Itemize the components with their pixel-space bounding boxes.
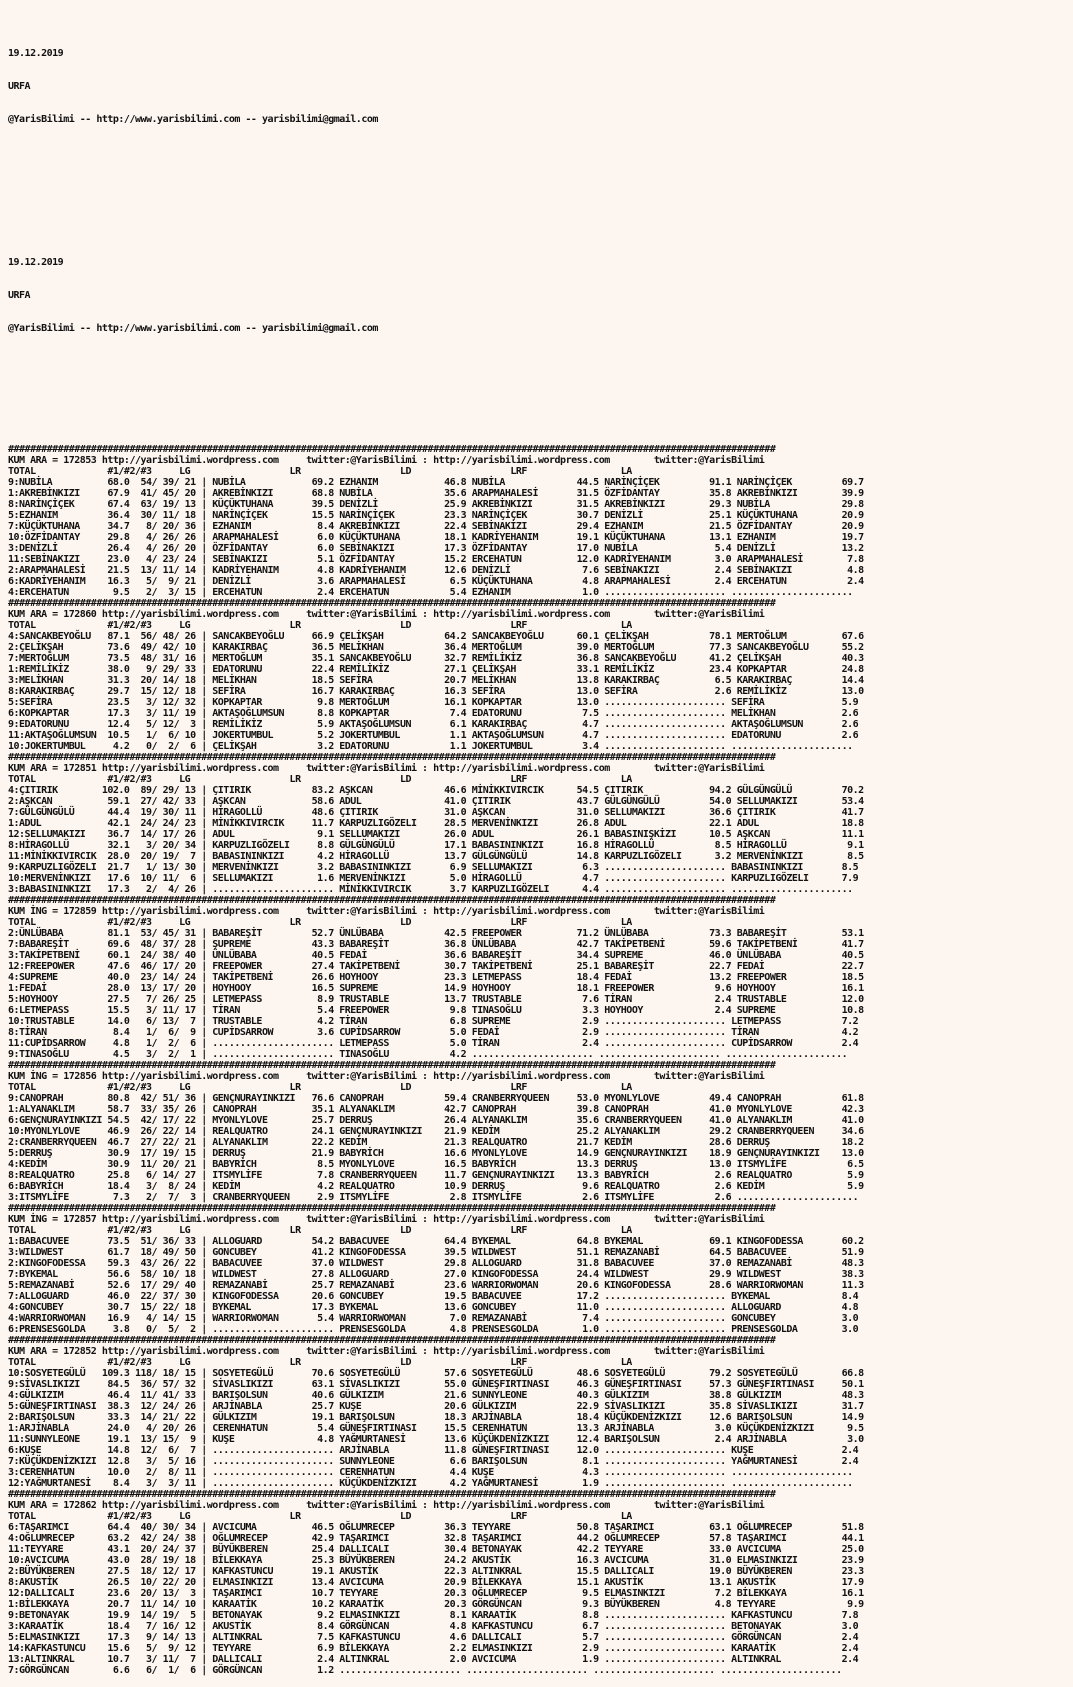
- race-row: 2:BARIŞOLSUN 33.3 14/ 21/ 22 | GÜLKIZIM 19.1 BARIŞOLSUN 18.3 ARJİNABLA 18.4 KÜÇÜKDENİZKIZI 12.6 BARIŞOLSUN 14.9: [8, 1412, 864, 1423]
- race-title: KUM İNG = 172856 http://yarisbilimi.wordpress.com twitter:@YarisBilimi : http://yarisbilimi.wordpress.com twitter:@YarisBilimi: [8, 1071, 765, 1082]
- race-row: 8:NARİNÇİÇEK 67.4 63/ 19/ 13 | KÜÇÜKTUHANA 39.5 DENİZLİ 25.9 AKREBİNKIZI 31.5 AKREBİNKIZI 29.3 NUBİLA 29.8: [8, 499, 864, 510]
- race-row: 10:AVCICUMA 43.0 28/ 19/ 18 | BİLEKKAYA 25.3 BÜYÜKBEREN 24.2 AKUSTİK 16.3 AVCICUMA 31.0 ELMASINKIZI 23.9: [8, 1555, 864, 1566]
- race-row: 1:BİLEKKAYA 20.7 11/ 14/ 10 | KARAATİK 10.2 KARAATİK 20.3 GÖRGÜNCAN 9.3 BÜYÜKBEREN 4.8 TEYYARE 9.9: [8, 1599, 864, 1610]
- race-row: 2:AŞKCAN 59.1 27/ 42/ 33 | AŞKCAN 58.6 ADUL 41.0 ÇITIRIK 43.7 GÜLGÜNGÜLÜ 54.0 SELLUMAKIZI 53.4: [8, 796, 864, 807]
- race-row: 4:KEDİM 30.9 11/ 20/ 21 | BABYRİCH 8.5 MYONLYLOVE 16.5 BABYRİCH 13.3 DERRUŞ 13.0 ITSMYLİFE 6.5: [8, 1159, 864, 1170]
- race-row: 3:DENİZLİ 26.4 4/ 26/ 20 | ÖZFİDANTAY 6.0 SEBİNAKIZI 17.3 ÖZFİDANTAY 17.0 NUBİLA 5.4 DENİZLİ 13.2: [8, 543, 864, 554]
- race-row: 5:DERRUŞ 30.9 17/ 19/ 15 | DERRUŞ 21.9 BABYRİCH 16.6 MYONLYLOVE 14.9 GENÇNURAYINKIZI 18.9 GENÇNURAYINKIZI 13.0: [8, 1148, 864, 1159]
- race-row: 11:MİNİKKIVIRCIK 28.0 20/ 19/ 7 | BABASININKIZI 4.2 HİRAGOLLÜ 13.7 GÜLGÜNGÜLÜ 14.8 KARPUZLIGÖZELI 3.2 MERVENİNKIZI 8.5: [8, 851, 864, 862]
- page-header: [8, 26, 1070, 147]
- race-block: [8, 1500, 1070, 1676]
- race-row: 7:KÜÇÜKDENİZKIZI 12.8 3/ 5/ 16 | ...................... SUNNYLEONE 6.6 BARIŞOLSUN 8.1 ...................... YAĞMURTANESİ 2.4: [8, 1456, 859, 1467]
- race-row: 6:KUŞE 14.8 12/ 6/ 7 | ...................... ARJİNABLA 11.8 GÜNEŞFIRTINASI 12.0 ...................... KUŞE 2.4: [8, 1445, 859, 1456]
- race-row: 6:BABYRİCH 18.4 3/ 8/ 24 | KEDİM 4.2 REALQUATRO 10.9 DERRUŞ 9.6 REALQUATRO 2.6 KEDİM 5.9: [8, 1181, 864, 1192]
- race-row: 8:REALQUATRO 25.8 6/ 14/ 27 | ITSMYLİFE 7.8 CRANBERRYQUEEN 11.7 GENÇNURAYINKIZI 13.3 BABYRİCH 2.6 REALQUATRO 5.9: [8, 1170, 864, 1181]
- race-row: 7:GÜLGÜNGÜLÜ 44.4 19/ 30/ 11 | HİRAGOLLÜ 48.6 ÇITIRIK 31.0 AŞKCAN 31.0 SELLUMAKIZI 36.6 ÇITIRIK 41.7: [8, 807, 864, 818]
- race-row: 11:SEBİNAKIZI 23.0 4/ 23/ 24 | SEBİNAKIZI 5.1 ÖZFİDANTAY 15.2 ERCEHATUN 12.0 KADRİYEHANIM 3.0 ARAPMAHALESİ 7.8: [8, 554, 864, 565]
- column-headers: TOTAL #1/#2/#3 LG LR LD LRF LA: [8, 466, 632, 477]
- header-contact: @YarisBilimi -- http://www.yarisbilimi.com -- yarisbilimi@gmail.com: [8, 323, 378, 334]
- column-headers: TOTAL #1/#2/#3 LG LR LD LRF LA: [8, 1357, 632, 1368]
- race-row: 11:AKTAŞOĞLUMSUN 10.5 1/ 6/ 10 | JOKERTUMBUL 5.2 JOKERTUMBUL 1.1 AKTAŞOĞLUMSUN 4.7 ...................... EDATORUNU 2.6: [8, 730, 859, 741]
- race-title: KUM İNG = 172857 http://yarisbilimi.wordpress.com twitter:@YarisBilimi : http://yarisbilimi.wordpress.com twitter:@YarisBilimi: [8, 1214, 765, 1225]
- race-row: 2:CRANBERRYQUEEN 46.7 27/ 22/ 21 | ALYANAKLIM 22.2 KEDİM 21.3 REALQUATRO 21.7 KEDİM 28.6 DERRUŞ 18.2: [8, 1137, 864, 1148]
- race-row: 5:HOYHOOY 27.5 7/ 26/ 25 | LETMEPASS 8.9 TRUSTABLE 13.7 TRUSTABLE 7.6 TİRAN 2.4 TRUSTABLE 12.0: [8, 994, 864, 1005]
- race-row: 4:ERCEHATUN 9.5 2/ 3/ 15 | ERCEHATUN 2.4 ERCEHATUN 5.4 EZHANIM 1.0 ...................... ......................: [8, 587, 853, 598]
- race-row: 4:SUPREME 40.0 23/ 14/ 24 | TAKİPETBENİ 26.6 HOYHOOY 23.3 LETMEPASS 18.4 FEDAİ 13.2 FREEPOWER 18.5: [8, 972, 864, 983]
- race-row: 13:ALTINKRAL 10.7 3/ 11/ 7 | DALLICALI 2.4 ALTINKRAL 2.0 AVCICUMA 1.9 ...................... ALTINKRAL 2.4: [8, 1654, 859, 1665]
- race-row: 7:ALLOGUARD 46.0 22/ 37/ 30 | KINGOFODESSA 20.6 GONCUBEY 19.5 BABACUVEE 17.2 ...................... BYKEMAL 8.4: [8, 1291, 859, 1302]
- race-row: 2:ÇELİKŞAH 73.6 49/ 42/ 10 | KARAKIRBAÇ 36.5 MELİKHAN 36.4 MERTOĞLUM 39.0 MERTOĞLUM 77.3 SANCAKBEYOĞLU 55.2: [8, 642, 864, 653]
- race-row: 7:MERTOĞLUM 73.5 48/ 31/ 16 | MERTOĞLUM 35.1 SANCAKBEYOĞLU 32.7 REMİLİKİZ 36.8 SANCAKBEYOĞLU 41.2 ÇELİKŞAH 40.3: [8, 653, 864, 664]
- race-row: 10:TRUSTABLE 14.0 6/ 13/ 7 | TRUSTABLE 4.2 TİRAN 6.8 SUPREME 2.9 ...................... LETMEPASS 7.2: [8, 1016, 859, 1027]
- race-row: 6:KADRİYEHANIM 16.3 5/ 9/ 21 | DENİZLİ 3.6 ARAPMAHALESİ 6.5 KÜÇÜKTUHANA 4.8 ARAPMAHALESİ 2.4 ERCEHATUN 2.4: [8, 576, 864, 587]
- race-row: 10:MERVENİNKIZI 17.6 10/ 11/ 6 | SELLUMAKIZI 1.6 MERVENİNKIZI 5.0 HİRAGOLLÜ 4.7 ...................... KARPUZLIGÖZELI 7.9: [8, 873, 859, 884]
- race-title: KUM İNG = 172859 http://yarisbilimi.wordpress.com twitter:@YarisBilimi : http://yarisbilimi.wordpress.com twitter:@YarisBilimi: [8, 906, 765, 917]
- race-row: 1:AKREBİNKIZI 67.9 41/ 45/ 20 | AKREBİNKIZI 68.8 NUBİLA 35.6 ARAPMAHALESİ 31.5 ÖZFİDANTAY 35.8 AKREBİNKIZI 39.9: [8, 488, 864, 499]
- race-row: 4:ÇITIRIK 102.0 89/ 29/ 13 | ÇITIRIK 83.2 AŞKCAN 46.6 MİNİKKIVIRCIK 54.5 ÇITIRIK 94.2 GÜLGÜNGÜLÜ 70.2: [8, 785, 864, 796]
- race-row: 5:REMAZANABİ 52.6 17/ 29/ 40 | REMAZANABİ 25.7 REMAZANABİ 23.6 WARRIORWOMAN 20.6 KINGOFODESSA 28.6 WARRIORWOMAN 11.3: [8, 1280, 864, 1291]
- race-row: 8:HİRAGOLLÜ 32.1 3/ 20/ 34 | KARPUZLIGÖZELI 8.8 GÜLGÜNGÜLÜ 17.1 BABASININKIZI 16.8 HİRAGOLLÜ 8.5 HİRAGOLLÜ 9.1: [8, 840, 864, 851]
- race-row: 3:MELİKHAN 31.3 20/ 14/ 18 | MELİKHAN 18.5 SEFİRA 20.7 MELİKHAN 13.8 KARAKIRBAÇ 6.5 KARAKIRBAÇ 14.4: [8, 675, 864, 686]
- race-row: 4:SANCAKBEYOĞLU 87.1 56/ 48/ 26 | SANCAKBEYOĞLU 66.9 ÇELİKŞAH 64.2 SANCAKBEYOĞLU 60.1 ÇELİKŞAH 78.1 MERTOĞLUM 67.6: [8, 631, 864, 642]
- race-block: [8, 763, 1070, 895]
- section-separator: ###########################################################################################################################################: [8, 1203, 776, 1214]
- column-headers: TOTAL #1/#2/#3 LG LR LD LRF LA: [8, 917, 632, 928]
- race-row: 12:DALLICALI 23.6 20/ 13/ 3 | TAŞARIMCI 10.7 TEYYARE 20.3 OĞLUMRECEP 9.5 ELMASINKIZI 7.2 BİLEKKAYA 16.1: [8, 1588, 864, 1599]
- race-row: 5:GÜNEŞFIRTINASI 38.3 12/ 24/ 26 | ARJİNABLA 25.7 KUŞE 20.6 GÜLKIZIM 22.9 SİVASLIKIZI 35.8 SİVASLIKIZI 31.7: [8, 1401, 864, 1412]
- race-row: 9:TINASOĞLU 4.5 3/ 2/ 1 | ...................... TINASOĞLU 4.2 ...................... ...................... ......................: [8, 1049, 848, 1060]
- race-row: 2:BÜYÜKBEREN 27.5 18/ 12/ 17 | KAFKASTUNCU 19.1 AKUSTİK 22.3 ALTINKRAL 15.5 DALLICALI 19.0 BÜYÜKBEREN 23.3: [8, 1566, 864, 1577]
- header-city: URFA: [8, 290, 31, 301]
- race-row: 7:BABAREŞİT 69.6 48/ 37/ 28 | ŞUPREME 43.3 BABAREŞİT 36.8 ÜNLÜBABA 42.7 TAKİPETBENİ 59.6 TAKİPETBENİ 41.7: [8, 939, 864, 950]
- race-block: [8, 906, 1070, 1060]
- column-headers: TOTAL #1/#2/#3 LG LR LD LRF LA: [8, 774, 632, 785]
- race-title: KUM ARA = 172862 http://yarisbilimi.wordpress.com twitter:@YarisBilimi : http://yarisbilimi.wordpress.com twitter:@YarisBilimi: [8, 1500, 765, 1511]
- column-headers: TOTAL #1/#2/#3 LG LR LD LRF LA: [8, 620, 632, 631]
- race-row: 1:ADUL 42.1 24/ 24/ 23 | MİNİKKIVIRCIK 11.7 KARPUZLIGÖZELI 28.5 MERVENİNKIZI 26.8 ADUL 22.1 ADUL 18.8: [8, 818, 864, 829]
- race-row: 1:REMİLİKİZ 38.0 9/ 29/ 33 | EDATORUNU 22.4 REMİLİKİZ 27.1 ÇELİKŞAH 33.1 REMİLİKİZ 23.4 KOPKAPTAR 24.8: [8, 664, 864, 675]
- race-row: 4:WARRIORWOMAN 16.9 4/ 14/ 15 | WARRIORWOMAN 5.4 WARRIORWOMAN 7.0 REMAZANABİ 7.4 ...................... GONCUBEY 3.0: [8, 1313, 859, 1324]
- race-row: 11:CUPİDSARROW 4.8 1/ 2/ 6 | ...................... LETMEPASS 5.0 TİRAN 2.4 ...................... CUPİDSARROW 2.4: [8, 1038, 859, 1049]
- race-row: 11:TEYYARE 43.1 20/ 24/ 37 | BÜYÜKBEREN 25.4 DALLICALI 30.4 BETONAYAK 42.2 TEYYARE 33.0 AVCICUMA 25.0: [8, 1544, 864, 1555]
- page-header-repeat: [8, 235, 1070, 356]
- race-row: 2:ÜNLÜBABA 81.1 53/ 45/ 31 | BABAREŞİT 52.7 ÜNLÜBABA 42.5 FREEPOWER 71.2 ÜNLÜBABA 73.3 BABAREŞİT 53.1: [8, 928, 864, 939]
- section-separator: ###########################################################################################################################################: [8, 444, 776, 455]
- race-block: [8, 455, 1070, 598]
- race-row: 4:GONCUBEY 30.7 15/ 22/ 18 | BYKEMAL 17.3 BYKEMAL 13.6 GONCUBEY 11.0 ...................... ALLOGUARD 4.8: [8, 1302, 859, 1313]
- race-row: 7:BYKEMAL 56.6 58/ 10/ 18 | WILDWEST 27.8 ALLOGUARD 27.0 KINGOFODESSA 24.4 WILDWEST 29.9 WILDWEST 38.3: [8, 1269, 864, 1280]
- section-separator: ###########################################################################################################################################: [8, 598, 776, 609]
- section-separator: ###########################################################################################################################################: [8, 1335, 776, 1346]
- race-block: [8, 1346, 1070, 1489]
- race-row: 10:ÖZFİDANTAY 29.8 4/ 26/ 26 | ARAPMAHALESİ 6.0 KÜÇÜKTUHANA 18.1 KADRİYEHANIM 19.1 KÜÇÜKTUHANA 13.1 EZHANIM 19.7: [8, 532, 864, 543]
- column-headers: TOTAL #1/#2/#3 LG LR LD LRF LA: [8, 1511, 632, 1522]
- race-row: 3:KARAATİK 18.4 7/ 16/ 12 | AKUSTİK 8.4 GÖRGÜNCAN 4.8 KAFKASTUNCU 6.7 ...................... BETONAYAK 3.0: [8, 1621, 859, 1632]
- race-title: KUM ARA = 172860 http://yarisbilimi.wordpress.com twitter:@YarisBilimi : http://yarisbilimi.wordpress.com twitter:@YarisBilimi: [8, 609, 765, 620]
- race-row: 6:LETMEPASS 15.5 3/ 11/ 17 | TİRAN 5.4 FREEPOWER 9.8 TINASOĞLU 3.3 HOYHOOY 2.4 SUPREME 10.8: [8, 1005, 864, 1016]
- race-row: 9:BETONAYAK 19.9 14/ 19/ 5 | BETONAYAK 9.2 ELMASINKIZI 8.1 KARAATİK 8.8 ...................... KAFKASTUNCU 7.8: [8, 1610, 859, 1621]
- race-row: 2:KINGOFODESSA 59.3 43/ 26/ 22 | BABACUVEE 37.0 WILDWEST 29.8 ALLOGUARD 31.8 BABACUVEE 37.0 REMAZANABİ 48.3: [8, 1258, 864, 1269]
- race-title: KUM ARA = 172851 http://yarisbilimi.wordpress.com twitter:@YarisBilimi : http://yarisbilimi.wordpress.com twitter:@YarisBilimi: [8, 763, 765, 774]
- race-row: 2:ARAPMAHALESİ 21.5 13/ 11/ 14 | KADRİYEHANIM 4.8 KADRİYEHANIM 12.6 DENİZLİ 7.6 SEBİNAKIZI 2.4 SEBİNAKIZI 4.8: [8, 565, 864, 576]
- race-row: 5:ELMASINKIZI 17.3 9/ 14/ 13 | ALTINKRAL 7.5 KAFKASTUNCU 4.6 DALLICALI 5.7 ...................... GÖRGÜNCAN 2.4: [8, 1632, 859, 1643]
- race-row: 7:GÖRGÜNCAN 6.6 6/ 1/ 6 | GÖRGÜNCAN 1.2 ...................... ...................... ...................... ......................: [8, 1665, 842, 1676]
- race-row: 7:KÜÇÜKTUHANA 34.7 8/ 20/ 36 | EZHANIM 8.4 AKREBİNKIZI 22.4 SEBİNAKİZI 29.4 EZHANIM 21.5 ÖZFİDANTAY 20.9: [8, 521, 864, 532]
- race-row: 4:OĞLUMRECEP 63.2 42/ 24/ 38 | OĞLUMRECEP 42.9 TAŞARIMCI 32.8 TAŞARIMCI 44.2 OĞLUMRECEP 57.8 TAŞARIMCI 44.1: [8, 1533, 864, 1544]
- race-title: KUM ARA = 172853 http://yarisbilimi.wordpress.com twitter:@YarisBilimi : http://yarisbilimi.wordpress.com twitter:@YarisBilimi: [8, 455, 765, 466]
- race-row: 3:BABASININKIZI 17.3 2/ 4/ 26 | ...................... MİNİKKIVIRCIK 3.7 KARPUZLIGÖZELI 4.4 ...................... ......................: [8, 884, 853, 895]
- race-row: 9:KARPUZLIGÖZELI 21.7 1/ 13/ 30 | MERVENİNKIZI 3.2 BABASININKIZI 6.9 SELLUMAKIZI 6.3 ...................... BABASININKIZI 8.5: [8, 862, 859, 873]
- race-row: 14:KAFKASTUNCU 15.6 5/ 9/ 12 | TEYYARE 6.9 BİLEKKAYA 2.2 ELMASINKIZI 2.9 ...................... KARAATİK 2.4: [8, 1643, 859, 1654]
- race-row: 9:SİVASLIKIZI 84.5 36/ 57/ 32 | SİVASLIKIZI 63.1 SİVASLIKIZI 55.0 GÜNEŞFIRTINASI 46.3 GÜNEŞFIRTINASI 57.3 GÜNEŞFIRTINASI 50.1: [8, 1379, 864, 1390]
- race-row: 9:EDATORUNU 12.4 5/ 12/ 3 | REMİLİKİZ 5.9 AKTAŞOĞLUMSUN 6.1 KARAKIRBAÇ 4.7 ...................... AKTAŞOĞLUMSUN 2.6: [8, 719, 859, 730]
- race-row: 5:EZHANIM 36.4 30/ 11/ 18 | NARİNÇİÇEK 15.5 NARİNÇİÇEK 23.3 NARİNÇİÇEK 30.7 DENİZLİ 25.1 KÜÇÜKTUHANA 20.9: [8, 510, 864, 521]
- column-headers: TOTAL #1/#2/#3 LG LR LD LRF LA: [8, 1082, 632, 1093]
- race-row: 8:TİRAN 8.4 1/ 6/ 9 | CUPİDSARROW 3.6 CUPİDSARROW 5.0 FEDAİ 2.9 ...................... TİRAN 4.2: [8, 1027, 859, 1038]
- race-row: 9:CANOPRAH 80.8 42/ 51/ 36 | GENÇNURAYINKIZI 76.6 CANOPRAH 59.4 CRANBERRYQUEEN 53.0 MYONLYLOVE 49.4 CANOPRAH 61.8: [8, 1093, 864, 1104]
- section-separator: ###########################################################################################################################################: [8, 1060, 776, 1071]
- race-row: 6:TAŞARIMCI 64.4 40/ 30/ 34 | AVCICUMA 46.5 OĞLUMRECEP 36.3 TEYYARE 50.8 TAŞARIMCI 63.1 OĞLUMRECEP 51.8: [8, 1522, 864, 1533]
- race-row: 6:GENÇNURAYINKIZI 54.5 42/ 17/ 22 | MYONLYLOVE 25.7 DERRUŞ 26.4 ALYANAKLIM 35.6 CRANBERRYQUEEN 41.0 ALYANAKLIM 41.0: [8, 1115, 864, 1126]
- race-row: 3:ITSMYLİFE 7.3 2/ 7/ 3 | CRANBERRYQUEEN 2.9 ITSMYLİFE 2.8 ITSMYLİFE 2.6 ITSMYLİFE 2.6 ......................: [8, 1192, 859, 1203]
- race-block: [8, 1071, 1070, 1203]
- section-separator: ###########################################################################################################################################: [8, 752, 776, 763]
- race-stats-document: [8, 4, 1070, 1687]
- race-block: [8, 1214, 1070, 1335]
- race-row: 1:BABACUVEE 73.5 51/ 36/ 33 | ALLOGUARD 54.2 BABACUVEE 64.4 BYKEMAL 64.8 BYKEMAL 69.1 KINGOFODESSA 60.2: [8, 1236, 864, 1247]
- header-date: 19.12.2019: [8, 257, 64, 268]
- race-row: 10:SOSYETEGÜLÜ 109.3 118/ 18/ 15 | SOSYETEGÜLÜ 70.6 SOSYETEGÜLÜ 57.6 SOSYETEGÜLÜ 48.6 SOSYETEGÜLÜ 79.2 SOSYETEGÜLÜ 66.8: [8, 1368, 864, 1379]
- race-row: 12:YAĞMURTANESİ 8.4 3/ 3/ 11 | ...................... KÜÇÜKDENİZKIZI 4.2 YAĞMURTANESİ 1.9 ...................... ......................: [8, 1478, 853, 1489]
- header-city: URFA: [8, 81, 31, 92]
- race-row: 8:AKUSTİK 26.5 10/ 22/ 20 | ELMASINKIZI 13.4 AVCICUMA 20.9 BİLEKKAYA 15.1 AKUSTİK 13.1 AKUSTİK 17.9: [8, 1577, 864, 1588]
- race-row: 12:FREEPOWER 47.6 46/ 17/ 20 | FREEPOWER 27.4 TAKİPETBENİ 30.7 TAKİPETBENİ 25.1 BABAREŞİT 22.7 FEDAİ 22.7: [8, 961, 864, 972]
- column-headers: TOTAL #1/#2/#3 LG LR LD LRF LA: [8, 1225, 632, 1236]
- race-row: 10:JOKERTUMBUL 4.2 0/ 2/ 6 | ÇELİKŞAH 3.2 EDATORUNU 1.1 JOKERTUMBUL 3.4 ...................... ......................: [8, 741, 853, 752]
- race-row: 6:KOPKAPTAR 17.3 3/ 11/ 19 | AKTAŞOĞLUMSUN 8.8 KOPKAPTAR 7.4 EDATORUNU 7.5 ...................... MELİKHAN 2.6: [8, 708, 859, 719]
- race-row: 4:GÜLKIZIM 46.4 11/ 41/ 33 | BARIŞOLSUN 40.6 GÜLKIZIM 21.6 SUNNYLEONE 40.3 GÜLKIZIM 38.8 GÜLKIZIM 48.3: [8, 1390, 864, 1401]
- race-row: 3:TAKİPETBENİ 60.1 24/ 38/ 40 | ÜNLÜBABA 40.5 FEDAİ 36.6 BABAREŞİT 34.4 SUPREME 46.0 ÜNLÜBABA 40.5: [8, 950, 864, 961]
- race-block: [8, 609, 1070, 752]
- race-row: 5:SEFİRA 23.5 3/ 12/ 32 | KOPKAPTAR 9.8 MERTOĞLUM 16.1 KOPKAPTAR 13.0 ...................... SEFİRA 5.9: [8, 697, 859, 708]
- header-contact: @YarisBilimi -- http://www.yarisbilimi.com -- yarisbilimi@gmail.com: [8, 114, 378, 125]
- race-row: 1:ARJİNABLA 24.0 4/ 20/ 26 | CERENHATUN 5.4 GÜNEŞFIRTINASI 15.5 CERENHATUN 13.3 ARJİNABLA 3.0 KÜÇÜKDENİZKIZI 9.5: [8, 1423, 864, 1434]
- race-title: KUM ARA = 172852 http://yarisbilimi.wordpress.com twitter:@YarisBilimi : http://yarisbilimi.wordpress.com twitter:@YarisBilimi: [8, 1346, 765, 1357]
- section-separator: ###########################################################################################################################################: [8, 1489, 776, 1500]
- race-row: 1:FEDAİ 28.0 13/ 17/ 20 | HOYHOOY 16.5 SUPREME 14.9 HOYHOOY 18.1 FREEPOWER 9.6 HOYHOOY 16.1: [8, 983, 864, 994]
- race-row: 6:PRENSESGOLDA 3.8 0/ 5/ 2 | ...................... PRENSESGOLDA 4.8 PRENSESGOLDA 1.0 ...................... PRENSESGOLDA 3.0: [8, 1324, 859, 1335]
- race-row: 3:WILDWEST 61.7 18/ 49/ 50 | GONCUBEY 41.2 KINGOFODESSA 39.5 WILDWEST 51.1 REMAZANABİ 64.5 BABACUVEE 51.9: [8, 1247, 864, 1258]
- header-date: 19.12.2019: [8, 48, 64, 59]
- race-blocks: [8, 444, 1070, 1676]
- race-row: 9:NUBİLA 68.0 54/ 39/ 21 | NUBİLA 69.2 EZHANIM 46.8 NUBİLA 44.5 NARİNÇİÇEK 91.1 NARİNÇİÇEK 69.7: [8, 477, 864, 488]
- race-row: 3:CERENHATUN 10.0 2/ 8/ 11 | ...................... CERENHATUN 4.4 KUŞE 4.3 ...................... ......................: [8, 1467, 853, 1478]
- race-row: 1:ALYANAKLIM 58.7 33/ 35/ 26 | CANOPRAH 35.1 ALYANAKLIM 42.7 CANOPRAH 39.8 CANOPRAH 41.0 MYONLYLOVE 42.3: [8, 1104, 864, 1115]
- race-row: 10:MYONLYLOVE 46.9 26/ 22/ 14 | REALQUATRO 24.1 GENÇNURAYINKIZI 21.9 KEDİM 25.2 ALYANAKLIM 29.2 CRANBERRYQUEEN 34.6: [8, 1126, 864, 1137]
- section-separator: ###########################################################################################################################################: [8, 895, 776, 906]
- race-row: 8:KARAKIRBAÇ 29.7 15/ 12/ 18 | SEFİRA 16.7 KARAKIRBAÇ 16.3 SEFİRA 13.0 SEFİRA 2.6 REMİLİKİZ 13.0: [8, 686, 864, 697]
- race-row: 12:SELLUMAKIZI 36.7 14/ 17/ 26 | ADUL 9.1 SELLUMAKIZI 26.0 ADUL 26.1 BABASINIŞKİZI 10.5 AŞKCAN 11.1: [8, 829, 864, 840]
- race-row: 11:SUNNYLEONE 19.1 13/ 15/ 9 | KUŞE 4.8 YAĞMURTANESİ 13.6 KÜÇÜKDENİZKIZI 12.4 BARIŞOLSUN 2.4 ARJİNABLA 3.0: [8, 1434, 864, 1445]
